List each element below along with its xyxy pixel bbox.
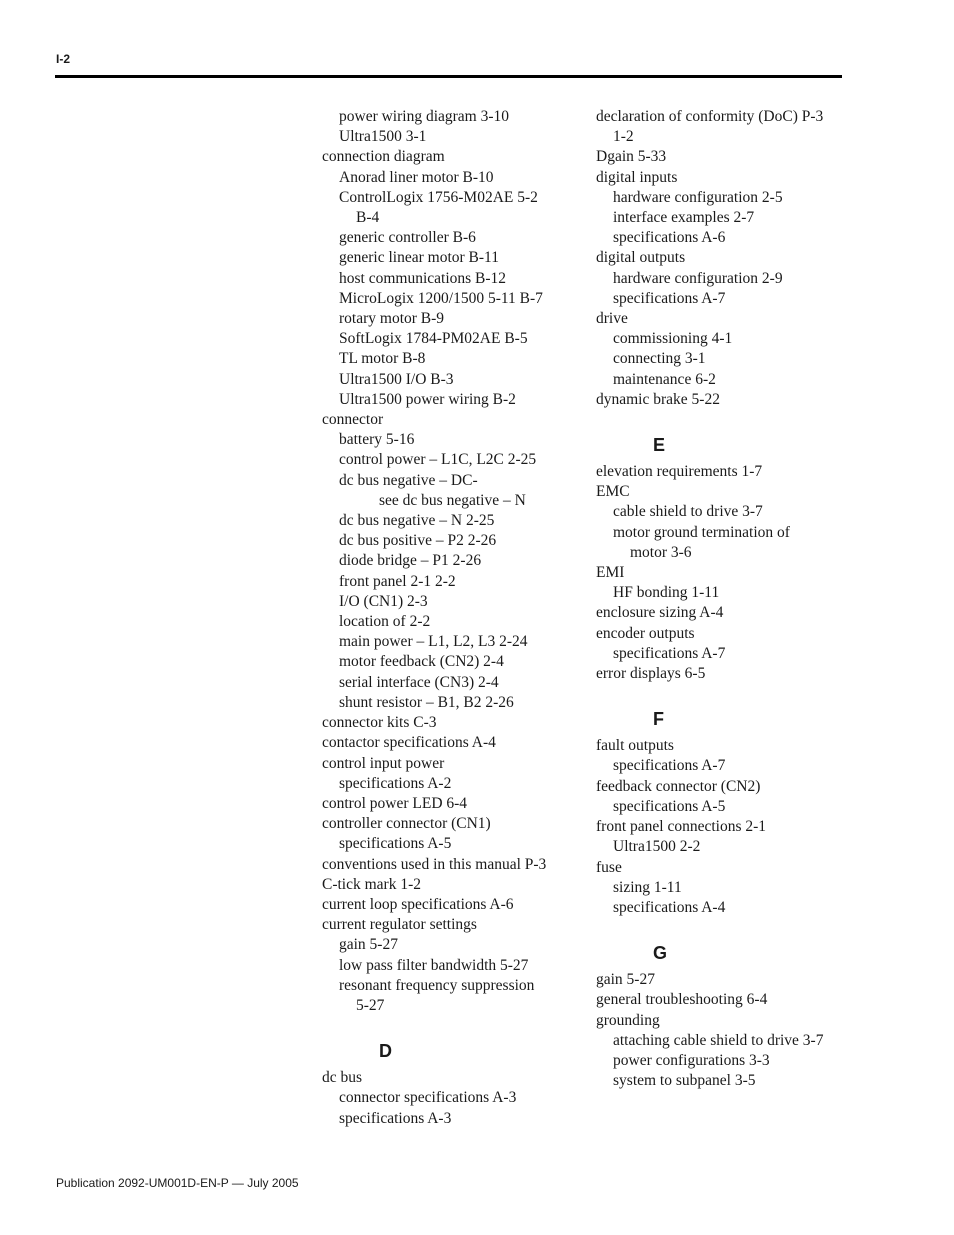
index-subentry: maintenance 6-2	[613, 370, 716, 388]
index-entry: control input power	[322, 754, 445, 772]
index-entry: gain 5-27	[596, 971, 655, 989]
index-subentry: shunt resistor – B1, B2 2-26	[339, 693, 514, 711]
index-entry: C-tick mark 1-2	[322, 875, 422, 893]
index-entry: EMC	[596, 483, 630, 501]
index-entry: EMI	[596, 564, 625, 582]
index-entry: digital outputs	[596, 249, 686, 267]
index-subentry: HF bonding 1-11	[613, 584, 720, 602]
index-subentry: attaching cable shield to drive 3-7	[613, 1031, 824, 1049]
header-rule	[55, 75, 842, 78]
index-subentry: 5-27	[356, 996, 385, 1014]
footer-publication: Publication 2092-UM001D-EN-P — July 2005	[56, 1176, 299, 1190]
index-subentry: commissioning 4-1	[613, 330, 733, 348]
index-subentry: main power – L1, L2, L3 2-24	[339, 633, 528, 651]
index-subentry: dc bus negative – N 2-25	[339, 512, 495, 530]
index-subentry: serial interface (CN3) 2-4	[339, 673, 499, 691]
index-subentry: TL motor B-8	[339, 350, 426, 368]
index-subentry: ControlLogix 1756-M02AE 5-2	[339, 188, 538, 206]
index-subentry: SoftLogix 1784-PM02AE B-5	[339, 330, 528, 348]
index-subentry: specifications A-7	[613, 289, 726, 307]
index-subentry: generic controller B-6	[339, 229, 476, 247]
index-entry: conventions used in this manual P-3	[322, 855, 547, 873]
index-subentry: motor ground termination of	[613, 523, 790, 541]
index-subentry: specifications A-7	[613, 644, 726, 662]
index-subentry: specifications A-4	[613, 898, 726, 916]
index-subentry: specifications A-6	[613, 229, 726, 247]
index-entry: dc bus	[322, 1069, 363, 1087]
index-subentry: rotary motor B-9	[339, 310, 445, 328]
index-subentry: hardware configuration 2-9	[613, 269, 783, 287]
index-entry: control power LED 6-4	[322, 794, 468, 812]
index-subentry: connecting 3-1	[613, 350, 706, 368]
index-entry: digital inputs	[596, 168, 678, 186]
index-entry: drive	[596, 310, 628, 328]
index-subentry: Ultra1500 3-1	[339, 128, 427, 146]
index-subentry: control power – L1C, L2C 2-25	[339, 451, 537, 469]
index-subentry: dc bus negative – DC-	[339, 471, 478, 489]
index-subentry: interface examples 2-7	[613, 209, 755, 227]
index-subentry: specifications A-5	[613, 797, 726, 815]
section-letter-g: G	[653, 943, 668, 964]
index-column-left	[322, 107, 584, 1129]
section-letter-f: F	[653, 709, 664, 730]
index-entry: error displays 6-5	[596, 665, 706, 683]
index-subentry: location of 2-2	[339, 613, 431, 631]
index-subentry: specifications A-7	[613, 757, 726, 775]
index-subentry: diode bridge – P1 2-26	[339, 552, 482, 570]
index-subentry: power wiring diagram 3-10	[339, 108, 510, 125]
index-subentry: resonant frequency suppression	[339, 976, 535, 994]
section-letter-d: D	[379, 1041, 392, 1062]
index-subentry: host communications B-12	[339, 269, 507, 287]
index-entry: elevation requirements 1-7	[596, 463, 763, 481]
index-entry: connector kits C-3	[322, 714, 437, 732]
index-entry: connection diagram	[322, 148, 445, 166]
index-subentry: specifications A-3	[339, 1109, 452, 1127]
index-subentry: system to subpanel 3-5	[613, 1072, 756, 1090]
index-subentry: battery 5-16	[339, 431, 415, 449]
index-subentry: Ultra1500 power wiring B-2	[339, 390, 516, 408]
index-entry: current regulator settings	[322, 916, 477, 934]
index-subentry: low pass filter bandwidth 5-27	[339, 956, 529, 974]
index-entry: dynamic brake 5-22	[596, 390, 720, 408]
index-entry: declaration of conformity (DoC) P-3	[596, 108, 824, 125]
index-subentry: generic linear motor B-11	[339, 249, 499, 267]
index-subentry: front panel 2-1 2-2	[339, 572, 456, 590]
index-subentry: see dc bus negative – N	[379, 491, 526, 509]
section-letter-e: E	[653, 435, 666, 456]
index-subentry: I/O (CN1) 2-3	[339, 592, 428, 610]
index-entry: contactor specifications A-4	[322, 734, 496, 752]
index-entry: current loop specifications A-6	[322, 895, 514, 913]
index-subentry: 1-2	[613, 128, 634, 146]
index-subentry: B-4	[356, 209, 380, 227]
index-subentry: connector specifications A-3	[339, 1089, 517, 1107]
index-subentry: gain 5-27	[339, 936, 398, 954]
index-entry: general troubleshooting 6-4	[596, 991, 768, 1009]
index-subentry: dc bus positive – P2 2-26	[339, 532, 497, 550]
index-subentry: cable shield to drive 3-7	[613, 503, 763, 521]
index-subentry: power configurations 3-3	[613, 1051, 770, 1069]
index-entry: Dgain 5-33	[596, 148, 667, 166]
index-column-right	[596, 107, 846, 1091]
index-entry: connector	[322, 411, 384, 429]
index-entry: front panel connections 2-1	[596, 818, 767, 836]
index-subentry: Ultra1500 2-2	[613, 838, 701, 856]
index-subentry: motor 3-6	[630, 543, 692, 561]
index-subentry: motor feedback (CN2) 2-4	[339, 653, 504, 671]
page-number: I-2	[56, 52, 71, 66]
index-subentry: Anorad liner motor B-10	[339, 168, 494, 186]
index-entry: fault outputs	[596, 737, 674, 755]
index-subentry: specifications A-5	[339, 835, 452, 853]
index-entry: fuse	[596, 858, 622, 876]
index-entry: enclosure sizing A-4	[596, 604, 724, 622]
index-subentry: sizing 1-11	[613, 878, 682, 896]
index-subentry: Ultra1500 I/O B-3	[339, 370, 454, 388]
index-subentry: specifications A-2	[339, 774, 452, 792]
index-subentry: MicroLogix 1200/1500 5-11 B-7	[339, 289, 543, 307]
index-entry: controller connector (CN1)	[322, 815, 491, 833]
index-subentry: hardware configuration 2-5	[613, 188, 783, 206]
index-entry: grounding	[596, 1011, 660, 1029]
index-entry: feedback connector (CN2)	[596, 777, 761, 795]
index-entry: encoder outputs	[596, 624, 695, 642]
